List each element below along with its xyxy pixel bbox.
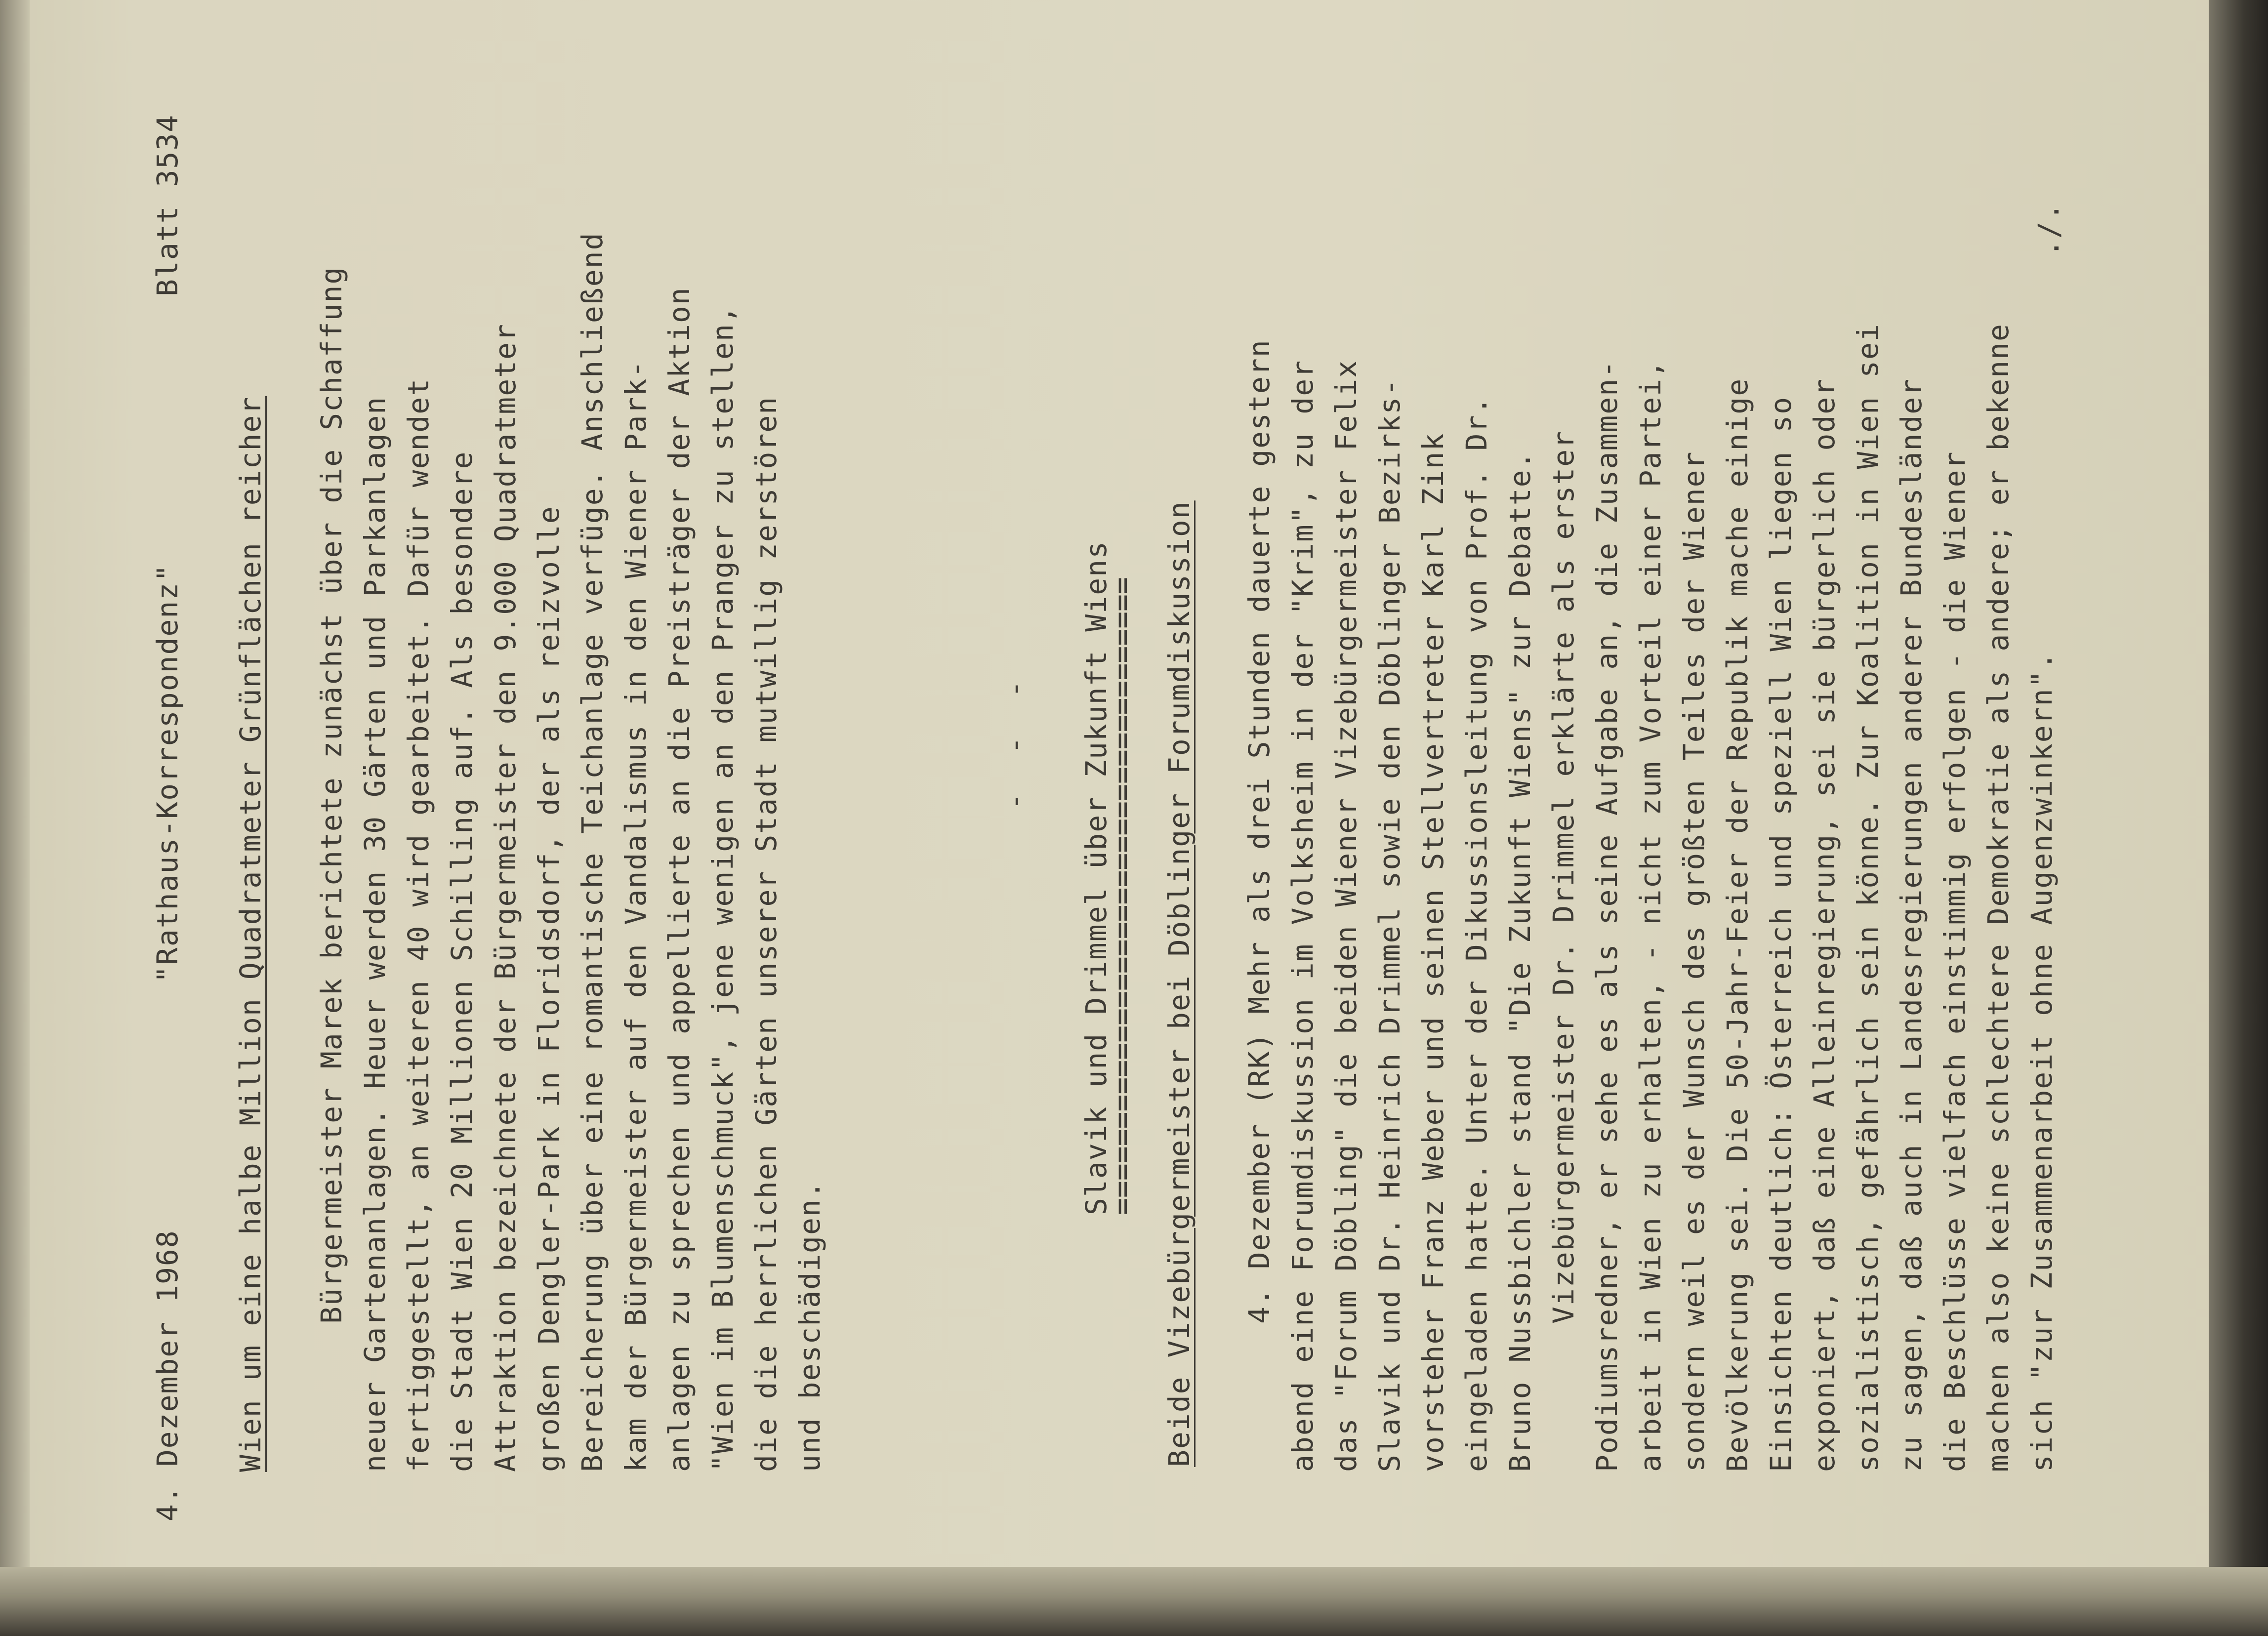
continuation-mark: ./. (2032, 202, 2065, 257)
body-line: neuer Gartenanlagen. Heuer werden 30 Gärten und Parkanlagen (358, 396, 392, 1472)
body-line: Attraktion bezeichnete der Bürgermeister den 9.000 Quadratmeter (489, 323, 522, 1472)
body-line: Bürgermeister Marek berichtete zunächst über die Schaffung (315, 266, 348, 1324)
body-line: arbeit in Wien zu erhalten, - nicht zum Vorteil einer Partei, (1634, 359, 1667, 1472)
body-line: machen also keine schlechtere Demokratie als andere; er bekenne (1981, 323, 2015, 1472)
body-line: das "Forum Döbling" die beiden Wiener Vizebürgermeister Felix (1329, 359, 1363, 1472)
body-line: großen Dengler-Park in Floridsdorf, der als reizvolle (532, 505, 566, 1472)
article2-title: Slavik und Drimmel über Zukunft Wiens (1079, 540, 1113, 1215)
body-line: kam der Bürgermeister auf den Vandalismus in den Wiener Park- (619, 359, 653, 1472)
body-line: Einsichten deutlich: Österreich und speziell Wien liegen so (1764, 396, 1798, 1472)
header-sheet: Blatt 3534 (151, 114, 184, 296)
header-publication: "Rathaus-Korrespondenz" (151, 563, 184, 983)
body-line: und beschädigen. (793, 1180, 826, 1472)
header-date: 4. Dezember 1968 (151, 1229, 184, 1521)
body-line: Bereicherung über eine romantische Teichanlage verfüge. Anschließend (576, 232, 609, 1472)
body-line: sondern weil es der Wunsch des größten Teiles der Wiener (1677, 450, 1711, 1472)
body-line: Vizebürgermeister Dr. Drimmel erklärte als erster (1547, 430, 1580, 1324)
body-line: sozialistisch, gefährlich sein könne. Zur Koalition in Wien sei (1851, 323, 1885, 1472)
body-line: Slavik und Dr. Heinrich Drimmel sowie den Döblinger Bezirks- (1373, 377, 1406, 1472)
body-line: vorsteher Franz Weber und seinen Stellvertreter Karl Zink (1416, 432, 1450, 1472)
article2-subtitle: Beide Vizebürgermeister bei Döblinger Forumdiskussion (1162, 500, 1196, 1467)
body-line: eingeladen hatte. Unter der Dikussionsleitung von Prof. Dr. (1460, 396, 1493, 1472)
body-line: abend eine Forumdiskussion im Volksheim in der "Krim", zu der (1286, 359, 1320, 1472)
page-left-edge (0, 0, 30, 1636)
body-line: exponiert, daß eine Alleinregierung, sei sie bürgerlich oder (1808, 377, 1841, 1472)
body-line: 4. Dezember (RK) Mehr als drei Stunden dauerte gestern (1242, 339, 1276, 1324)
body-line: Bruno Nussbichler stand "Die Zukunft Wiens" zur Debatte. (1503, 450, 1537, 1472)
body-line: anlagen zu sprechen und appellierte an die Preisträger der Aktion (662, 286, 696, 1472)
body-line: zu sagen, daß auch in Landesregierungen anderer Bundesländer (1895, 377, 1928, 1472)
body-line: die Stadt Wien 20 Millionen Schilling auf. Als besondere (445, 450, 479, 1472)
body-line: Bevölkerung sei. Die 50-Jahr-Feier der Republik mache einige (1721, 377, 1754, 1472)
section-separator: - - - (998, 669, 1031, 810)
body-line: "Wien im Blumenschmuck", jene wenigen an den Pranger zu stellen, (706, 305, 740, 1472)
body-line: Podiumsredner, er sehe es als seine Aufgabe an, die Zusammen- (1590, 359, 1624, 1472)
document-page (143, 20, 2218, 1541)
book-spine-shadow (0, 1567, 2268, 1636)
body-line: die Beschlüsse vielfach einstimmig erfolgen - die Wiener (1938, 450, 1972, 1472)
article1-headline: Wien um eine halbe Million Quadratmeter Grünflächen reicher (234, 396, 267, 1472)
body-line: die die herrlichen Gärten unserer Stadt mutwillig zerstören (749, 396, 783, 1472)
body-line: sich "zur Zusammenarbeit ohne Augenzwinkern". (2025, 651, 2059, 1472)
body-line: fertiggestellt, an weiteren 40 wird gearbeitet. Dafür wendet (402, 377, 435, 1472)
article2-title-rule: ===================================== (1105, 576, 1139, 1215)
